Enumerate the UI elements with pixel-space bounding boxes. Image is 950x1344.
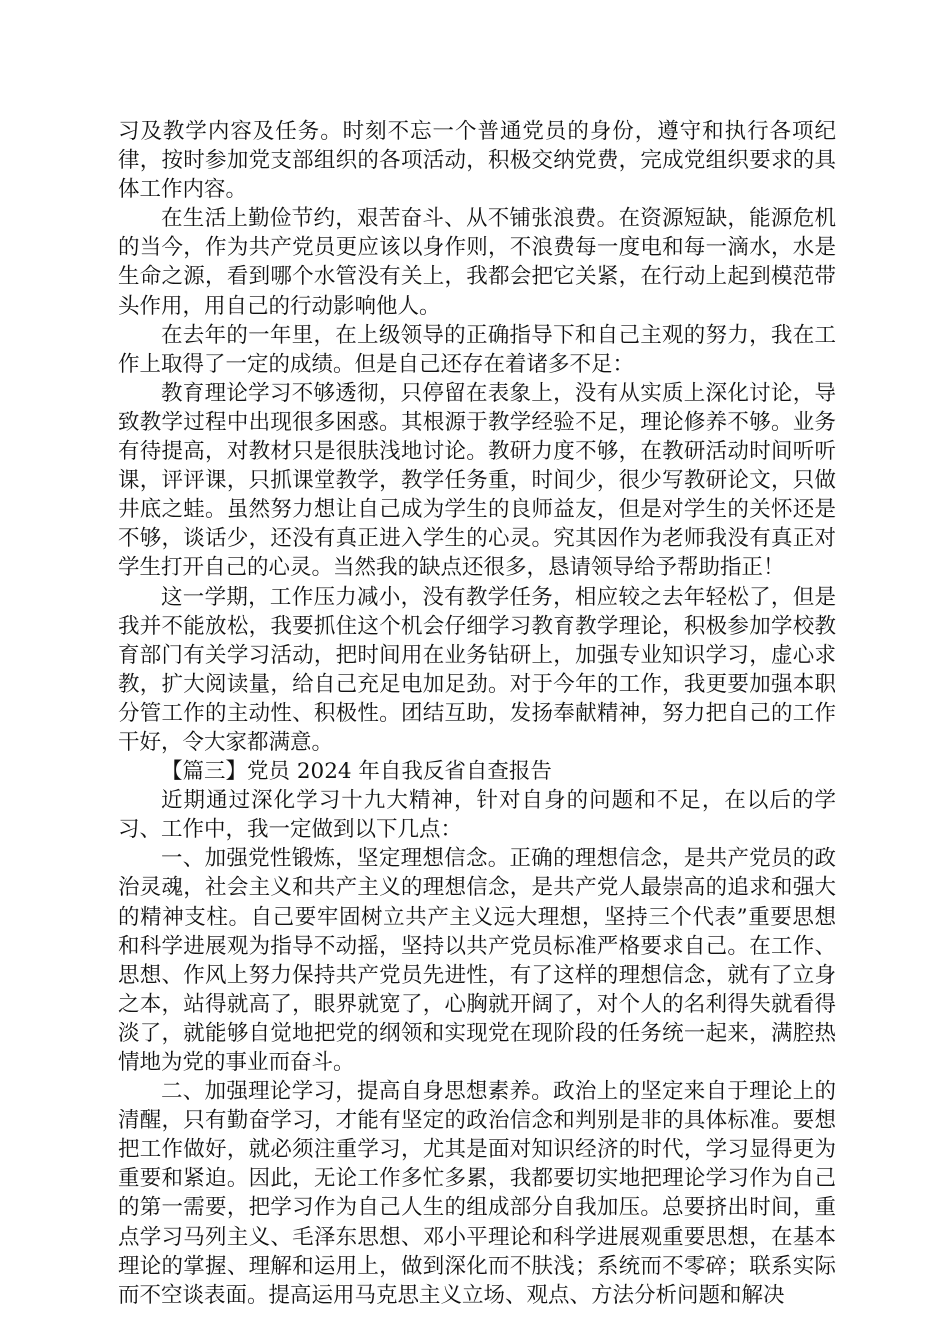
paragraph-intro: 近期通过深化学习十九大精神，针对自身的问题和不足，在以后的学习、工作中，我一定做到以下几点：: [118, 788, 836, 843]
paragraph-last-year: 在去年的一年里，在上级领导的正确指导下和自己主观的努力，我在工作上取得了一定的成绩。但是自己还存在着诸多不足：: [118, 322, 836, 377]
paragraph-point-one: 一、加强党性锻炼，坚定理想信念。正确的理想信念，是共产党员的政治灵魂，社会主义和共产主义的理想信念，是共产党人最崇高的追求和强大的精神支柱。自己要牢固树立共产主义远大理想，坚持三个代表”重要思想和科学进展观为指导不动摇，坚持以共产党员标准严格要求自己。在工作、思想、作风上努力保持共产党员先进性，有了这样的理想信念，就有了立身之本，站得就高了，眼界就宽了，心胸就开阔了，对个人的名利得失就看得淡了，就能够自觉地把党的纲领和实现党在现阶段的任务统一起来，满腔热情地为党的事业而奋斗。: [118, 846, 836, 1075]
paragraph-point-two: 二、加强理论学习，提高自身思想素养。政治上的坚定来自于理论上的清醒，只有勤奋学习，才能有坚定的政治信念和判别是非的具体标准。要想把工作做好，就必须注重学习，尤其是面对知识经济的时代，学习显得更为重要和紧迫。因此，无论工作多忙多累，我都要切实地把理论学习作为自己的第一需要，把学习作为自己人生的组成部分自我加压。总要挤出时间，重点学习马列主义、毛泽东思想、邓小平理论和科学进展观重要思想，在基本理论的掌握、理解和运用上，做到深化而不肤浅；系统而不零碎；联系实际而不空谈表面。提高运用马克思主义立场、观点、方法分析问题和解决: [118, 1079, 836, 1308]
document-body: [118, 117, 836, 1310]
section-heading: 【篇三】党员 2024 年自我反省自查报告: [161, 759, 552, 785]
paragraph-continuation: 习及教学内容及任务。时刻不忘一个普通党员的身份，遵守和执行各项纪律，按时参加党支部组织的各项活动，积极交纳党费，完成党组织要求的具体工作内容。: [118, 119, 836, 203]
paragraph-shortcomings: 教育理论学习不够透彻，只停留在表象上，没有从实质上深化讨论，导致教学过程中出现很多困惑。其根源于教学经验不足，理论修养不够。业务有待提高，对教材只是很肤浅地讨论。教研力度不够，在教研活动时间听听课，评评课，只抓课堂教学，教学任务重，时间少，很少写教研论文，只做井底之蛙。虽然努力想让自己成为学生的良师益友，但是对学生的关怀还是不够，谈话少，还没有真正进入学生的心灵。究其因作为老师我没有真正对学生打开自己的心灵。当然我的缺点还很多，恳请领导给予帮助指正！: [118, 380, 836, 581]
paragraph-frugal-life: 在生活上勤俭节约，艰苦奋斗、从不铺张浪费。在资源短缺，能源危机的当今，作为共产党员更应该以身作则，不浪费每一度电和每一滴水，水是生命之源，看到哪个水管没有关上，我都会把它关紧，在行动上起到模范带头作用，用自己的行动影响他人。: [118, 206, 836, 319]
paragraph-this-semester: 这一学期，工作压力减小，没有教学任务，相应较之去年轻松了，但是我并不能放松，我要抓住这个机会仔细学习教育教学理论，积极参加学校教育部门有关学习活动，把时间用在业务钻研上，加强专业知识学习，虚心求教，扩大阅读量，给自己充足电加足劲。对于今年的工作，我更要加强本职分管工作的主动性、积极性。团结互助，发扬奉献精神，努力把自己的工作干好，令大家都满意。: [118, 584, 836, 755]
